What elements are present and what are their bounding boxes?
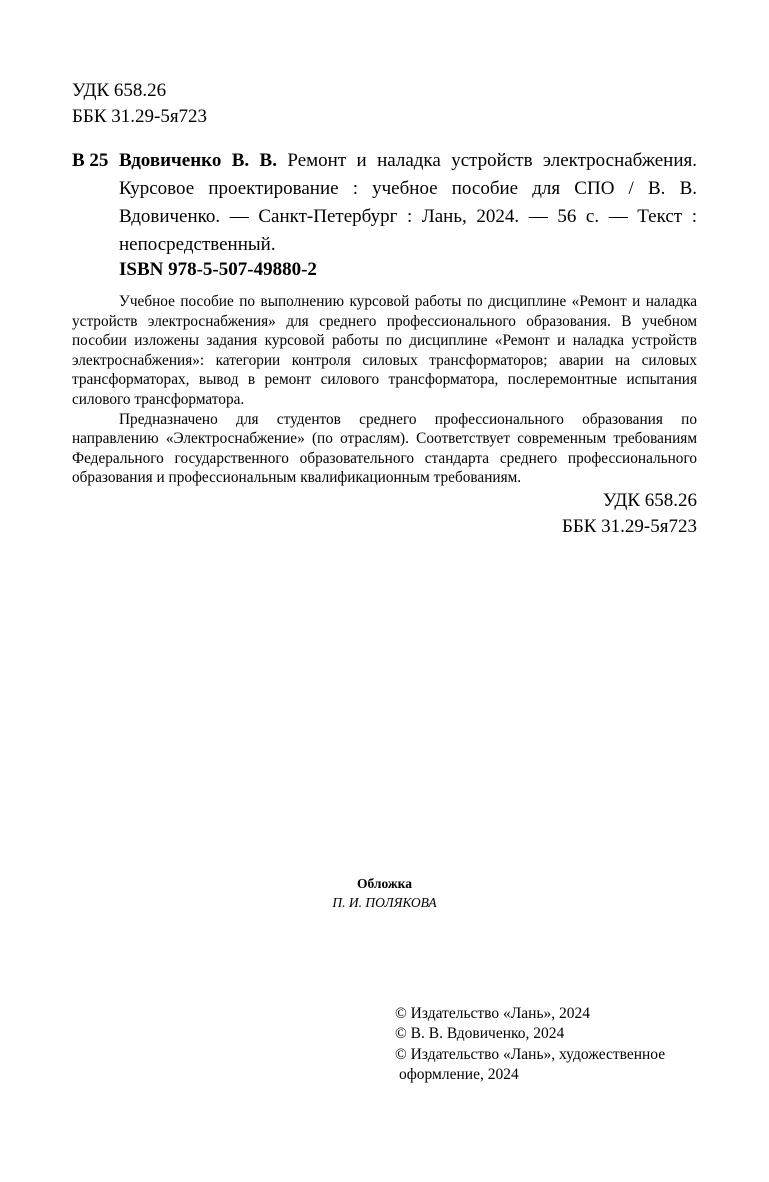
annotation xyxy=(72,292,697,488)
bottom-udk-code: УДК 658.26 xyxy=(602,490,697,511)
cover-artist: П. И. ПОЛЯКОВА xyxy=(332,895,437,910)
bibliographic-entry xyxy=(72,147,697,259)
top-udk-code: УДК 658.26 xyxy=(72,80,167,101)
top-bbk-code: ББК 31.29-5я723 xyxy=(72,106,208,127)
copyright-line-4: оформление, 2024 xyxy=(399,1066,519,1084)
author-name: Вдовиченко В. В. xyxy=(119,150,277,171)
cover-title: Обложка xyxy=(356,876,412,891)
description-text: Ремонт и наладка устройств электроснабжения. Курсовое проектирование : учебное пособие для СПО / В. В. Вдовиченко. — Санкт-Петербург : Лань, 2024. — 56 с. — Текст : непосредственный. xyxy=(119,150,698,255)
annotation-paragraph-2: Предназначено для студентов среднего профессионального образования по направлению «Электроснабжение» (по отраслям). Соответствует современным требованиям Федерального государственного образовательного стандарта среднего профессионального образования и профессиональным квалификационным требованиям. xyxy=(72,410,697,487)
author-sign: В 25 xyxy=(72,150,109,171)
bottom-bbk-code: ББК 31.29-5я723 xyxy=(561,516,697,537)
cover-credit xyxy=(0,874,769,912)
copyright-block xyxy=(395,1004,705,1086)
bottom-classification-codes xyxy=(72,488,697,540)
annotation-paragraph-1: Учебное пособие по выполнению курсовой работы по дисциплине «Ремонт и наладка устройств электроснабжения» для среднего профессионального образования. В учебном пособии изложены задания курсовой работы по дисциплине «Ремонт и наладка устройств электроснабжения»: категории контроля силовых трансформаторов; аварии на силовых трансформаторах, вывод в ремонт силового трансформатора, послеремонтные испытания силового трансформатора. xyxy=(72,293,697,408)
isbn: ISBN 978-5-507-49880-2 xyxy=(119,259,317,280)
bibliographic-description xyxy=(119,147,697,259)
copyright-line-2: © В. В. Вдовиченко, 2024 xyxy=(395,1025,565,1043)
copyright-line-1: © Издательство «Лань», 2024 xyxy=(395,1005,591,1022)
top-classification-codes xyxy=(72,78,207,130)
copyright-line-3: © Издательство «Лань», художественное xyxy=(395,1045,666,1063)
